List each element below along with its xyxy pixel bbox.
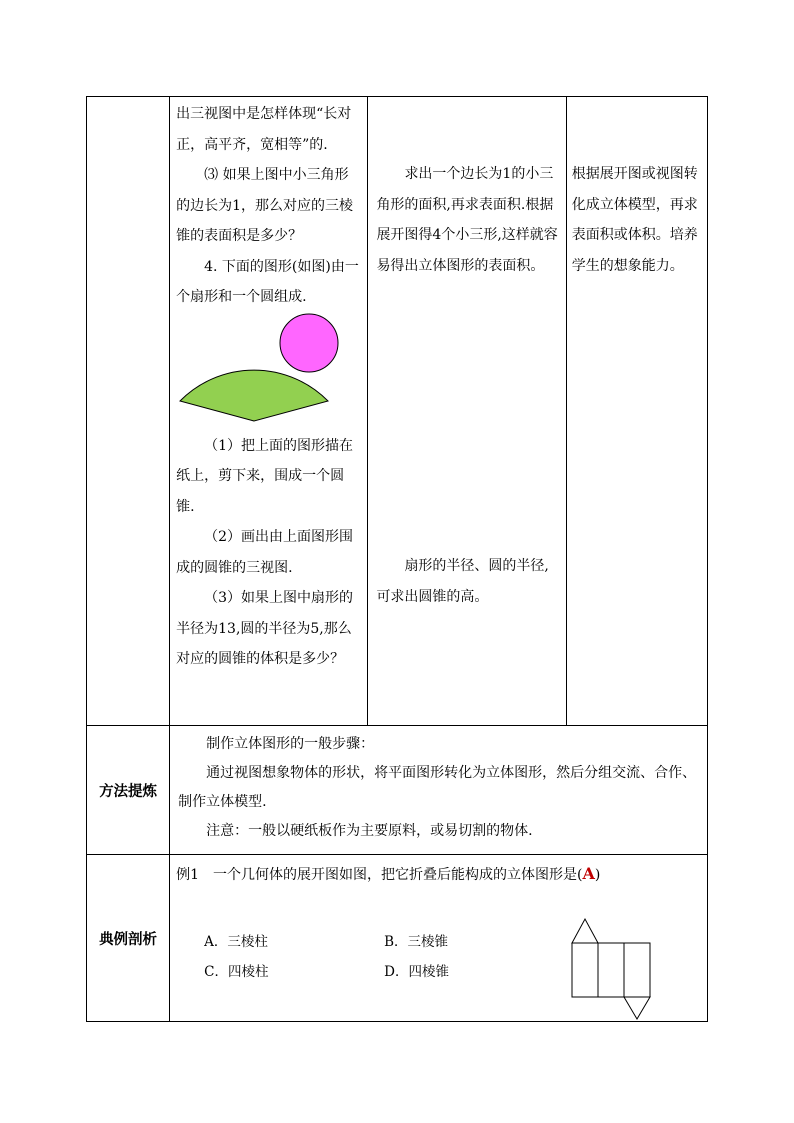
activity-row [87, 97, 708, 726]
hint-cell [368, 97, 566, 726]
method-row [87, 726, 708, 855]
sub-item-2: （2）画出由上面图形围成的圆锥的三视图. [176, 529, 354, 576]
three-views-text: 出三视图中是怎样体现“长对正，高平齐，宽相等”的. [176, 106, 352, 153]
question-3-text: ⑶ 如果上图中小三角形的边长为1，那么对应的三棱锥的表面积是多少？ [176, 167, 354, 244]
hint-top-text: 求出一个边长为1的小三角形的面积,再求表面积.根据展开图得4个小三形,这样就容易得出立体图形的表面积。 [376, 166, 558, 274]
method-line-2: 通过视图想象物体的形状，将平面图形转化为立体图形，然后分组交流、合作、制作立体模型. [178, 765, 697, 810]
method-line-3: 注意：一般以硬纸板作为主要原料，或易切割的物体. [206, 823, 533, 839]
option-d: D．四棱锥 [384, 964, 449, 980]
net-bottom-triangle [624, 997, 650, 1019]
method-content [170, 726, 708, 855]
options-row-2 [204, 957, 534, 987]
sector-circle-figure [176, 313, 361, 431]
example-row [87, 855, 708, 1022]
net-top-triangle [572, 919, 598, 943]
option-c: C．四棱柱 [204, 964, 269, 980]
activity-content-cell [170, 97, 368, 726]
lesson-table [86, 96, 708, 1022]
prism-net-svg [570, 917, 654, 1021]
purpose-text: 根据展开图或视图转化成立体模型，再求表面积或体积。培养学生的想象能力。 [571, 166, 698, 274]
spacer [376, 281, 561, 551]
options-list [204, 927, 534, 987]
example-question [176, 859, 701, 891]
method-line-1: 制作立体图形的一般步骤： [206, 736, 375, 752]
purpose-cell [566, 97, 707, 726]
hint-bottom-text: 扇形的半径、圆的半径,可求出圆锥的高。 [376, 558, 549, 605]
sector-shape [180, 370, 328, 421]
answer-text: A [582, 864, 595, 883]
question-4-text: 4. 下面的图形(如图)由一个扇形和一个圆组成. [176, 258, 359, 305]
empty-label-cell [87, 97, 170, 726]
net-face-3 [624, 943, 650, 997]
option-a: A．三棱柱 [204, 934, 268, 950]
sub-item-1: （1）把上面的图形描在纸上，剪下来，围成一个圆锥. [176, 437, 354, 515]
sector-circle-svg [176, 313, 366, 431]
method-label: 方法提炼 [87, 726, 170, 855]
options-row-1 [204, 927, 534, 957]
question-prefix: 例1 一个几何体的展开图如图，把它折叠后能构成的立体图形是( [176, 867, 583, 883]
option-b: B．三棱锥 [384, 934, 449, 950]
question-suffix: ) [594, 867, 601, 883]
net-face-2 [598, 943, 624, 997]
example-content [170, 855, 708, 1022]
sub-item-3: （3）如果上图中扇形的半径为13,圆的半径为5,那么对应的圆锥的体积是多少？ [176, 590, 354, 667]
circle-shape [280, 314, 338, 372]
net-face-1 [572, 943, 598, 997]
example-label: 典例剖析 [87, 855, 170, 1022]
